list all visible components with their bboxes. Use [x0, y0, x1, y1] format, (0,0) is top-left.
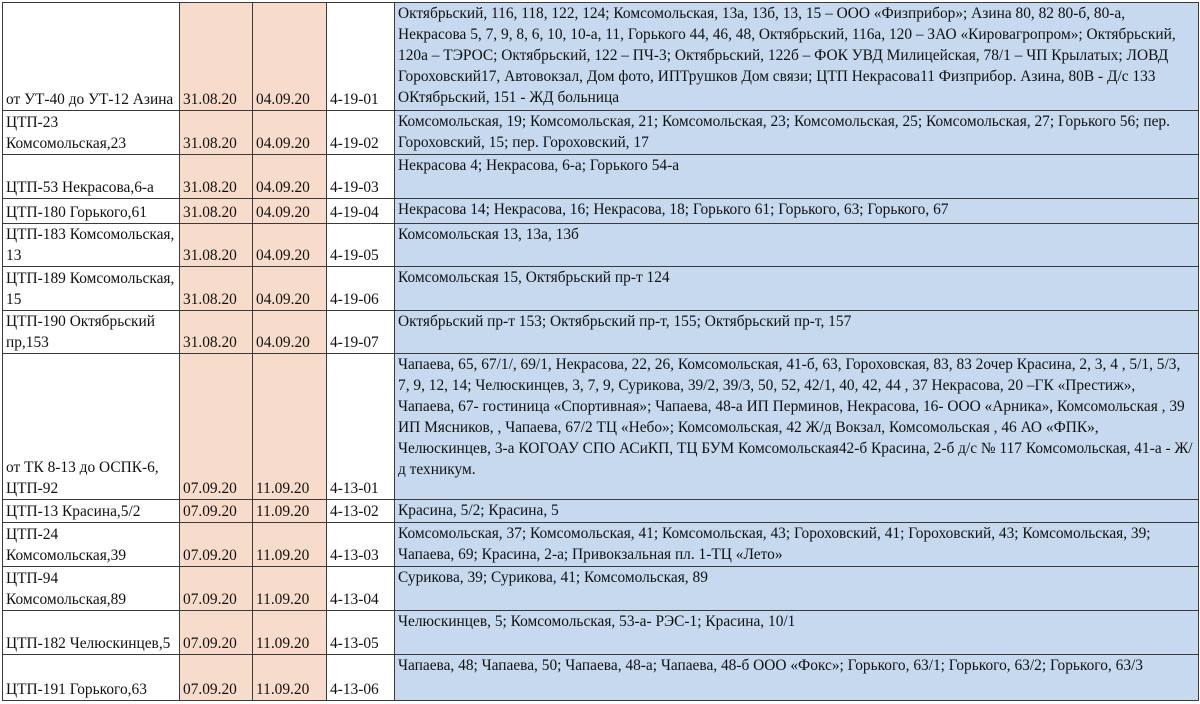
start-date-cell: 31.08.20 [180, 155, 253, 199]
object-cell: ЦТП-191 Горького,63 [3, 655, 180, 701]
addresses-cell: Челюскинцев, 5; Комсомольская, 53-а- РЭС-1; Красина, 10/1 [395, 611, 1199, 655]
end-date-cell: 04.09.20 [253, 224, 327, 267]
end-date-cell: 11.09.20 [253, 567, 327, 611]
table-row [3, 611, 1199, 655]
addresses-cell: Некрасова 14; Некрасова, 16; Некрасова, 18; Горького 61; Горького, 63; Горького, 67 [395, 199, 1199, 224]
start-date-cell: 31.08.20 [180, 267, 253, 311]
table-row [3, 267, 1199, 311]
table-row [3, 224, 1199, 267]
addresses-cell: Комсомольская, 19; Комсомольская, 21; Комсомольская, 23; Комсомольская, 25; Комсомольская, 27; Горького 56; пер. Гороховский, 15; пер. Гороховский, 17 [395, 111, 1199, 155]
end-date-cell: 11.09.20 [253, 655, 327, 701]
addresses-cell: Комсомольская 15, Октябрьский пр-т 124 [395, 267, 1199, 311]
start-date-cell: 07.09.20 [180, 523, 253, 567]
object-cell: от ТК 8-13 до ОСПК-6, ЦТП-92 [3, 354, 180, 500]
start-date-cell: 07.09.20 [180, 611, 253, 655]
start-date-cell: 07.09.20 [180, 500, 253, 523]
start-date-cell: 31.08.20 [180, 311, 253, 354]
code-cell: 4-13-05 [327, 611, 395, 655]
object-cell: ЦТП-182 Челюскинцев,5 [3, 611, 180, 655]
code-cell: 4-19-03 [327, 155, 395, 199]
schedule-table [2, 2, 1199, 701]
table-row [3, 354, 1199, 500]
code-cell: 4-13-03 [327, 523, 395, 567]
addresses-cell: Красина, 5/2; Красина, 5 [395, 500, 1199, 523]
addresses-cell: Октябрьский, 116, 118, 122, 124; Комсомольская, 13а, 13б, 13, 15 – ООО «Физприбор»; Азина 80, 82 80-б, 80-а, Некрасова 5, 7, 9, 8, 6, 10, 10-а, 11, Горького 44, 46, 48, Октябрьский, 116а, 120 – ЗАО «Кировагропром»; Октябрьский, 120а – ТЭРОС; Октябрьский, 122 – ПЧ-3; Октябрьский, 122б – ФОК УВД Милицейская, 78/1 – ЧП Крылатых; ЛОВД Гороховский17, Автовокзал, Дом фото, ИПТрушков Дом связи; ЦТП Некрасова11 Физприбор. Азина, 80В - Д/с 133 ОКтябрьский, 151 - ЖД больница [395, 3, 1199, 111]
table-row [3, 111, 1199, 155]
end-date-cell: 04.09.20 [253, 199, 327, 224]
code-cell: 4-13-01 [327, 354, 395, 500]
addresses-cell: Сурикова, 39; Сурикова, 41; Комсомольская, 89 [395, 567, 1199, 611]
code-cell: 4-19-02 [327, 111, 395, 155]
object-cell: ЦТП-94 Комсомольская,89 [3, 567, 180, 611]
end-date-cell: 04.09.20 [253, 3, 327, 111]
end-date-cell: 04.09.20 [253, 111, 327, 155]
table-row [3, 199, 1199, 224]
end-date-cell: 11.09.20 [253, 611, 327, 655]
code-cell: 4-19-04 [327, 199, 395, 224]
code-cell: 4-13-02 [327, 500, 395, 523]
object-cell: ЦТП-183 Комсомольская, 13 [3, 224, 180, 267]
object-cell: ЦТП-190 Октябрьский пр,153 [3, 311, 180, 354]
code-cell: 4-19-01 [327, 3, 395, 111]
code-cell: 4-19-07 [327, 311, 395, 354]
code-cell: 4-13-04 [327, 567, 395, 611]
code-cell: 4-13-06 [327, 655, 395, 701]
start-date-cell: 31.08.20 [180, 224, 253, 267]
end-date-cell: 11.09.20 [253, 523, 327, 567]
addresses-cell: Чапаева, 48; Чапаева, 50; Чапаева, 48-а; Чапаева, 48-б ООО «Фокс»; Горького, 63/1; Горького, 63/2; Горького, 63/3 [395, 655, 1199, 701]
table-row [3, 3, 1199, 111]
object-cell: от УТ-40 до УТ-12 Азина [3, 3, 180, 111]
start-date-cell: 31.08.20 [180, 3, 253, 111]
start-date-cell: 31.08.20 [180, 111, 253, 155]
addresses-cell: Чапаева, 65, 67/1/, 69/1, Некрасова, 22, 26, Комсомольская, 41-б, 63, Гороховская, 83, 83 2очер Красина, 2, 3, 4 , 5/1, 5/3, 7, 9, 12, 14; Челюскинцев, 3, 7, 9, Сурикова, 39/2, 39/3, 50, 52, 42/1, 40, 42, 44 , 37 Некрасова, 20 –ГК «Престиж», Чапаева, 67- гостиница «Спортивная»; Чапаева, 48-а ИП Перминов, Некрасова, 16- ООО «Арника», Комсомольская , 39 ИП Мясников, , Чапаева, 67/2 ТЦ «Небо»; Комсомольская, 42 Ж/д Вокзал, Комсомольская , 46 АО «ФПК», Челюскинцев, 3-а КОГОАУ СПО АСиКП, ТЦ БУМ Комсомольская42-б Красина, 2-б д/с № 117 Комсомольская, 41-а - Ж/д техникум. [395, 354, 1199, 500]
object-cell: ЦТП-24 Комсомольская,39 [3, 523, 180, 567]
end-date-cell: 04.09.20 [253, 155, 327, 199]
start-date-cell: 07.09.20 [180, 354, 253, 500]
end-date-cell: 04.09.20 [253, 267, 327, 311]
object-cell: ЦТП-13 Красина,5/2 [3, 500, 180, 523]
addresses-cell: Некрасова 4; Некрасова, 6-а; Горького 54-а [395, 155, 1199, 199]
addresses-cell: Комсомольская, 37; Комсомольская, 41; Комсомольская, 43; Гороховский, 41; Гороховский, 43; Комсомольская, 39; Чапаева, 69; Красина, 2-а; Привокзальная пл. 1-ТЦ «Лето» [395, 523, 1199, 567]
start-date-cell: 07.09.20 [180, 567, 253, 611]
table-row [3, 155, 1199, 199]
object-cell: ЦТП-53 Некрасова,6-а [3, 155, 180, 199]
code-cell: 4-19-06 [327, 267, 395, 311]
end-date-cell: 11.09.20 [253, 354, 327, 500]
code-cell: 4-19-05 [327, 224, 395, 267]
end-date-cell: 04.09.20 [253, 311, 327, 354]
start-date-cell: 31.08.20 [180, 199, 253, 224]
object-cell: ЦТП-180 Горького,61 [3, 199, 180, 224]
object-cell: ЦТП-189 Комсомольская, 15 [3, 267, 180, 311]
addresses-cell: Комсомольская 13, 13а, 13б [395, 224, 1199, 267]
table-row [3, 500, 1199, 523]
table-row [3, 567, 1199, 611]
table-row [3, 311, 1199, 354]
start-date-cell: 07.09.20 [180, 655, 253, 701]
end-date-cell: 11.09.20 [253, 500, 327, 523]
table-row [3, 523, 1199, 567]
addresses-cell: Октябрьский пр-т 153; Октябрьский пр-т, 155; Октябрьский пр-т, 157 [395, 311, 1199, 354]
table-row [3, 655, 1199, 701]
object-cell: ЦТП-23 Комсомольская,23 [3, 111, 180, 155]
